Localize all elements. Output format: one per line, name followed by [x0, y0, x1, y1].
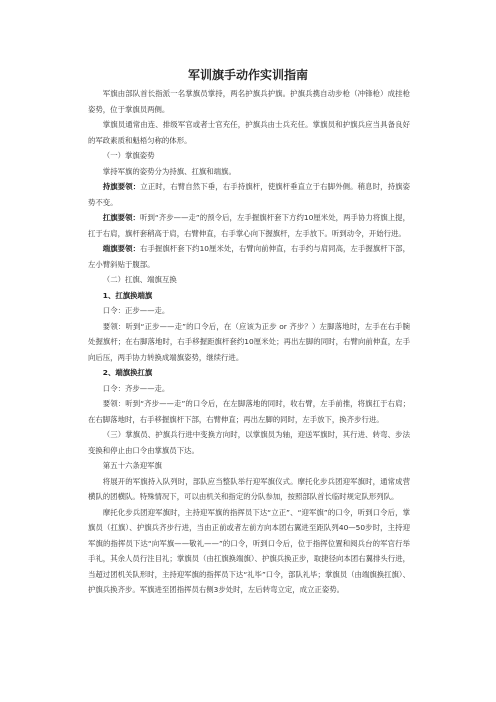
subsection-heading-shoulder-to-carry: 1、扛旗换端旗 [102, 290, 153, 300]
paragraph-shoulder-to-carry: 要领：听到“正步——走”的口令后，在（应该为正步 or 齐步？）左脚落地时，左手在右手腕处握旗杆；在右脚落地时，右手移握距旗杆套约10厘米处；再出左脚的同时，右臂向前伸直，左手向后压，两手协力转换成端旗姿势，继续行进。 [88, 321, 410, 362]
document-body [88, 86, 410, 598]
paragraph-intro: 军旗由部队首长指派一名掌旗员掌持，两名护旗兵护旗。护旗兵携自动步枪（冲锋枪）成挂枪姿势，位于掌旗员两侧。 [88, 89, 410, 114]
shoulder-flag-text: 听到“齐步——走”的预令后，左手握旗杆套下方约10厘米处，两手协力将旗上提，扛于右肩，旗杆套稍高于肩，右臂伸直，右手掌心向下握旗杆，左手放下。听到动令，开始行进。 [88, 213, 410, 238]
carry-flag-text: 右手握旗杆套下约10厘米处，右臂向前伸直，右手约与肩同高，左手握旗杆下部，左小臂斜贴于腹部。 [88, 244, 410, 269]
paragraph-carry-flag [88, 241, 410, 272]
hold-flag-text: 立正时，右臂自然下垂，右手持旗杆，使旗杆垂直立于右脚外侧。稍息时，持旗姿势不变。 [88, 182, 410, 207]
paragraph-carry-to-shoulder: 要领：听到“齐步——走”的口令后，在左脚落地的同时，收右臂，左手前推，将旗扛于右肩；在右脚落地时，右手移握旗杆下部，右臂伸直；再出左脚的同时，左手放下，换齐步行进。 [88, 399, 410, 424]
paragraph-welcome-procedure: 摩托化步兵团迎军旗时，主持迎军旗的指挥员下达“立正”、“迎军旗”的口令，听到口令后，掌旗员（扛旗）、护旗兵齐步行进，当由正前或者左前方向本团右翼进至距队列40—50步时，主持迎军旗的指挥员下达“向军旗——敬礼——”的口令，听到口令后，位于指挥位置和阅兵台的军官行举手礼，其余人员行注目礼；掌旗员（由扛旗换端旗）、护旗兵换正步，取捷径向本团右翼排头行进，当超过团机关队形时，主持迎军旗的指挥员下达“礼毕”口令，部队礼毕；掌旗员（由端旗换扛旗）、护旗兵换齐步。军旗进至团指挥员右侧3步处时，左后转弯立定，成立正姿势。 [88, 507, 410, 594]
hold-flag-label: 持旗要领： [102, 182, 141, 191]
carry-flag-label: 端旗要领： [102, 244, 141, 253]
paragraph-direction-change: （三）掌旗员、护旗兵行进中变换方向时，以掌旗员为轴，迎送军旗时，其行进、转弯、步法变换和停止由口令由掌旗员下达。 [88, 430, 410, 455]
chapter-heading: 第五十六条迎军旗 [102, 461, 162, 470]
paragraph-shoulder-flag [88, 210, 410, 241]
paragraph-personnel: 掌旗员通常由连、排级军官或者士官充任，护旗兵由士兵充任。掌旗员和护旗兵应当具备良好的军政素质和魁梧匀称的体形。 [88, 120, 410, 145]
paragraph-hold-flag [88, 179, 410, 210]
paragraph-welcome-formation: 将展开的军旗持入队列时，部队应当整队举行迎军旗仪式。摩托化步兵团迎军旗时，通常成营横队的团横队。特殊情况下，可以由机关和指定的分队参加，按照部队首长临时规定队形列队。 [88, 476, 410, 501]
section-heading-posture: （一）掌旗姿势 [102, 151, 155, 160]
paragraph-posture-types: 掌持军旗的姿势分为持旗、扛旗和端旗。 [102, 166, 236, 176]
command-shoulder-to-carry: 口令：正步——走。 [102, 306, 170, 315]
shoulder-flag-label: 扛旗要领： [102, 213, 140, 222]
command-carry-to-shoulder: 口令：齐步——走。 [102, 383, 170, 393]
document-title: 军训旗手动作实训指南 [187, 68, 308, 82]
section-heading-swap: （二）扛旗、端旗互换 [102, 275, 177, 284]
subsection-heading-carry-to-shoulder: 2、端旗换扛旗 [102, 368, 153, 377]
